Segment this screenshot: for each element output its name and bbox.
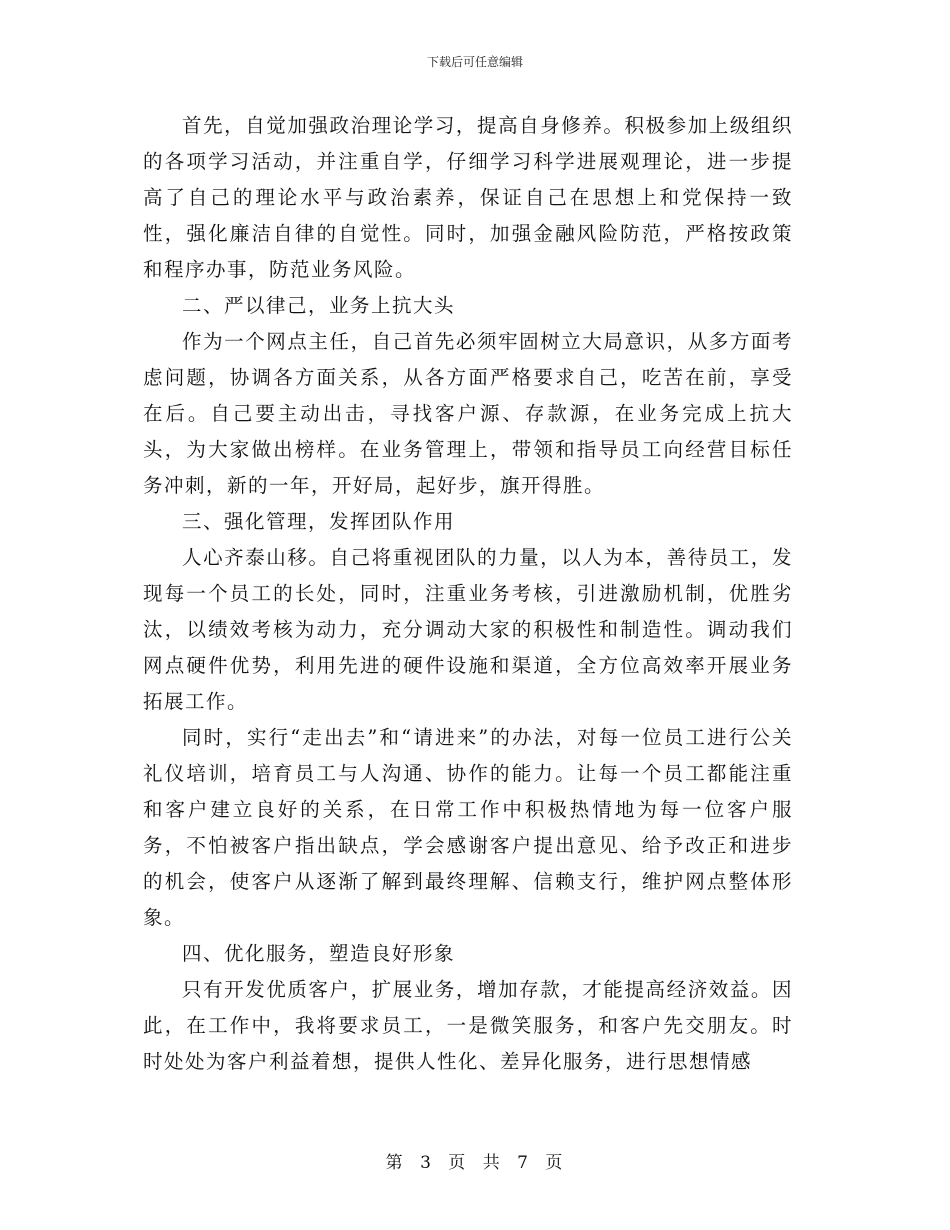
section-heading-3: 三、强化管理，发挥团队作用: [182, 510, 456, 533]
footer-suffix: 页: [545, 1153, 565, 1173]
page-header: 下载后可任意编辑: [426, 55, 523, 69]
section-heading-2: 二、严以律己，业务上抗大头: [182, 294, 456, 317]
paragraph-branch-director: 作为一个网点主任，自己首先必须牢固树立大局意识，从多方面考虑问题，协调各方面关系，从各方面严格要求自己，吃苦在前，享受在后。自己要主动出击，寻找客户源、存款源，在业务完成上抗大头，为大家做出榜样。在业务管理上，带领和指导员工向经营目标任务冲刺，新的一年，开好局，起好步，旗开得胜。: [143, 330, 793, 497]
paragraph-self-study: 首先，自觉加强政治理论学习，提高自身修养。积极参加上级组织的各项学习活动，并注重自学，仔细学习科学进展观理论，进一步提高了自己的理论水平与政治素养，保证自己在思想上和党保持一致性，强化廉洁自律的自觉性。同时，加强金融风险防范，严格按政策和程序办事，防范业务风险。: [143, 114, 793, 281]
footer-current-page: 3: [420, 1153, 433, 1173]
footer-page-word: 页: [448, 1153, 468, 1173]
footer-prefix: 第: [385, 1153, 405, 1173]
footer-total-word: 共: [482, 1153, 502, 1173]
paragraph-training: 同时，实行“走出去”和“请进来”的办法，对每一位员工进行公关礼仪培训，培育员工与人沟通、协作的能力。让每一个员工都能注重和客户建立良好的关系，在日常工作中积极热情地为每一位客户服务，不怕被客户指出缺点，学会感谢客户提出意见、给予改正和进步的机会，使客户从逐渐了解到最终理解、信赖支行，维护网点整体形象。: [143, 726, 793, 929]
footer-total-pages: 7: [517, 1153, 530, 1173]
page-footer: [0, 1152, 950, 1174]
paragraph-team: 人心齐泰山移。自己将重视团队的力量，以人为本，善待员工，发现每一个员工的长处，同时，注重业务考核，引进激励机制，优胜劣汰，以绩效考核为动力，充分调动大家的积极性和制造性。调动我们网点硬件优势，利用先进的硬件设施和渠道，全方位高效率开展业务拓展工作。: [143, 546, 793, 713]
document-body: [143, 108, 793, 1080]
paragraph-service: 只有开发优质客户，扩展业务，增加存款，才能提高经济效益。因此，在工作中，我将要求员工，一是微笑服务，和客户先交朋友。时时处处为客户利益着想，提供人性化、差异化服务，进行思想情感: [143, 978, 793, 1073]
section-heading-4: 四、优化服务，塑造良好形象: [182, 942, 456, 965]
